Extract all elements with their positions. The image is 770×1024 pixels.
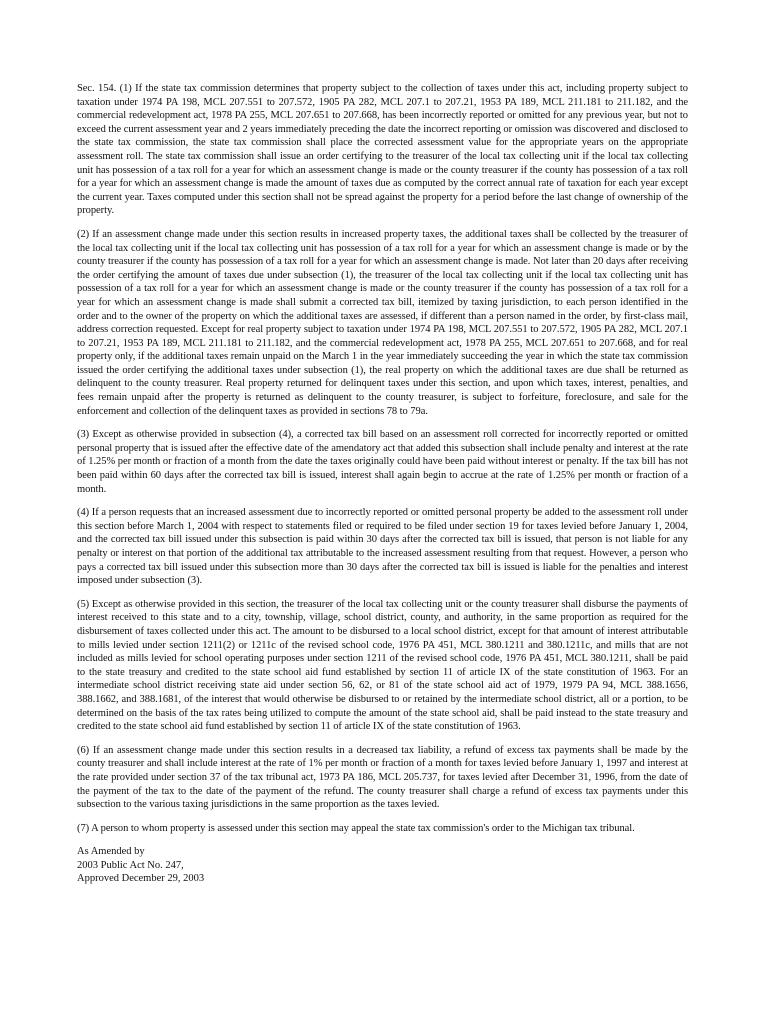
subsection-4: (4) If a person requests that an increased assessment due to incorrectly reported or omitted personal property be added to the assessment roll under this section before March 1, 2004 with respect to statements filed or required to be filed under section 19 for taxes levied before January 1, 2004, and the corrected tax bill issued under this subsection is paid within 30 days after the corrected tax bill is issued, that person is not liable for any penalty or interest on that portion of the additional tax attributable to the increased assessment resulting from that request. However, a person who pays a corrected tax bill issued under this subsection more than 30 days after the corrected tax bill is issued is liable for the penalties and interest imposed under subsection (3). <box>77 507 688 587</box>
subsection-6: (6) If an assessment change made under this section results in a decreased tax liability, a refund of excess tax payments shall be made by the county treasurer and shall include interest at the rate of 1% per month or fraction of a month for taxes levied before January 1, 1997 and interest at the rate provided under section 37 of the tax tribunal act, 1973 PA 186, MCL 205.737, for taxes levied after December 31, 1996, from the date of the payment of the tax to the date of the payment of the refund. The county treasurer shall charge a refund of excess tax payments under this subsection to the various taxing jurisdictions in the same proportion as the taxes levied. <box>77 744 688 811</box>
history-line-1: As Amended by <box>77 846 145 858</box>
document-page <box>77 82 688 886</box>
history-line-3: Approved December 29, 2003 <box>77 873 205 885</box>
history-line-2: 2003 Public Act No. 247, <box>77 859 184 871</box>
subsection-3: (3) Except as otherwise provided in subsection (4), a corrected tax bill based on an assessment roll corrected for incorrectly reported or omitted personal property that is issued after the effective date of the amendatory act that added this subsection shall include penalty and interest at the rate of 1.25% per month or fraction of a month from the date the taxes originally could have been paid without interest or penalty. If the tax bill has not been paid within 60 days after the corrected tax bill is issued, interest shall again begin to accrue at the rate of 1.25% per month or fraction of a month. <box>77 429 688 495</box>
subsection-5: (5) Except as otherwise provided in this section, the treasurer of the local tax collecting unit or the county treasurer shall disburse the payments of interest received to this state and to a city, township, village, school district, county, and authority, in the same proportion as required for the disbursement of taxes collected under this act. The amount to be disbursed to a local school district, except for that amount of interest attributable to mills levied under section 1211(2) or 1211c of the revised school code, 1976 PA 451, MCL 380.1211 and 380.1211c, and mills that are not included as mills levied for school operating purposes under section 1211 of the revised school code, 1976 PA 451, MCL 380.1211, shall be paid to the state treasury and credited to the state school aid fund established by section 11 of article IX of the state constitution of 1963. For an intermediate school district receiving state aid under section 56, 62, or 81 of the state school aid act of 1979, 1979 PA 94, MCL 388.1656, 388.1662, and 388.1681, of the interest that would otherwise be disbursed to or retained by the intermediate school district, all or a portion, to be determined on the basis of the tax rates being utilized to compute the amount of the state school aid, shall be paid instead to the state treasury and credited to the state school aid fund established by section 11 of article IX of the state constitution of 1963. <box>77 598 688 733</box>
section-154-subsection-1: Sec. 154. (1) If the state tax commission determines that property subject to the collection of taxes under this act, including property subject to taxation under 1974 PA 198, MCL 207.551 to 207.572, 1905 PA 282, MCL 207.1 to 207.21, 1953 PA 189, MCL 211.181 to 211.182, and the commercial redevelopment act, 1978 PA 255, MCL 207.651 to 207.668, has been incorrectly reported or omitted for any previous year, but not to exceed the current assessment year and 2 years immediately preceding the date the incorrect reporting or omission was discovered and disclosed to the state tax commission, the state tax commission shall place the corrected assessment value for the appropriate years on the appropriate assessment roll. The state tax commission shall issue an order certifying to the treasurer of the local tax collecting unit if the local tax collecting unit has possession of a tax roll for a year for which an assessment change is made or the county treasurer if the county has possession of a tax roll for a year for which an assessment change is made the amount of taxes due as computed by the correct annual rate of taxation for each year except the current year. Taxes computed under this section shall not be spread against the property for a period before the last change of ownership of the property. <box>77 83 688 217</box>
subsection-7: (7) A person to whom property is assessed under this section may appeal the state tax commission's order to the Michigan tax tribunal. <box>77 822 635 834</box>
amendment-history <box>77 845 688 886</box>
subsection-2: (2) If an assessment change made under this section results in increased property taxes, the additional taxes shall be collected by the treasurer of the local tax collecting unit if the local tax collecting unit has possession of a tax roll for a year for which an assessment change is made or by the county treasurer if the county has possession of a tax roll for a year for which an assessment change is made. Not later than 20 days after receiving the order certifying the amount of taxes due under subsection (1), the treasurer of the local tax collecting unit if the local tax collecting unit has possession of a tax roll for a year for which an assessment change is made or the county treasurer if the county has possession of a tax roll for a year for which an assessment change is made shall submit a corrected tax bill, itemized by taxing jurisdiction, to each person identified in the order and to the owner of the property on which the additional taxes are assessed, if different than a person named in the order, by first-class mail, address correction requested. Except for real property subject to taxation under 1974 PA 198, MCL 207.551 to 207.572, 1905 PA 282, MCL 207.1 to 207.21, 1953 PA 189, MCL 211.181 to 211.182, and the commercial redevelopment act, 1978 PA 255, MCL 207.651 to 207.668, and for real property only, if the additional taxes remain unpaid on the March 1 in the year immediately succeeding the year in which the state tax commission issued the order certifying the additional taxes under subsection (1), the real property on which the additional taxes are due shall be returned as delinquent to the county treasurer. Real property returned for delinquent taxes under this section, and upon which taxes, interest, penalties, and fees remain unpaid after the property is returned as delinquent to the county treasurer, is subject to forfeiture, foreclosure, and sale for the enforcement and collection of the delinquent taxes as provided in sections 78 to 79a. <box>77 228 688 417</box>
